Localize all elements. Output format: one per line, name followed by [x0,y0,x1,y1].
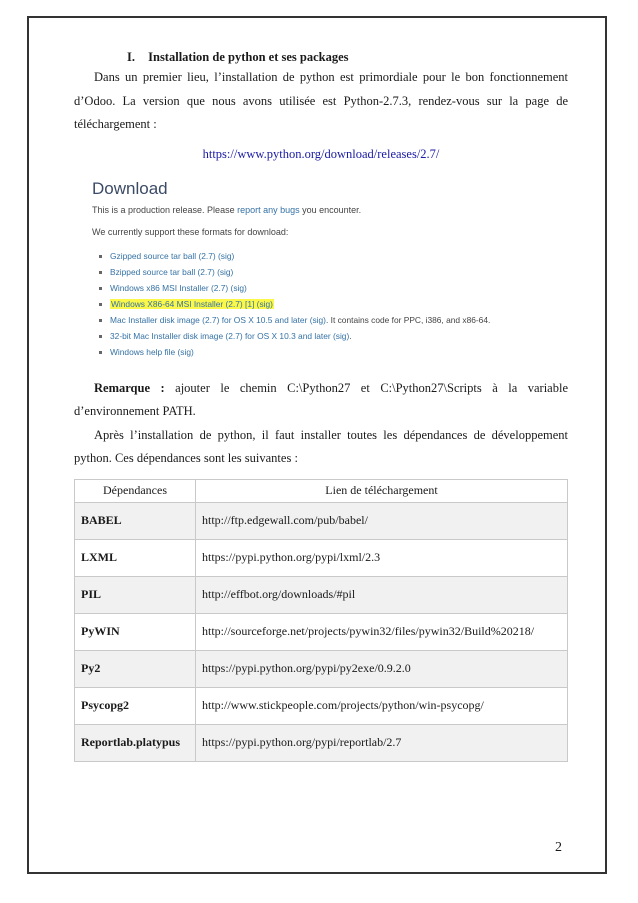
dependency-link[interactable]: http://ftp.edgewall.com/pub/babel/ [196,502,568,539]
dependencies-table [74,479,568,762]
dependency-link[interactable]: https://pypi.python.org/pypi/lxml/2.3 [196,539,568,576]
dependency-link[interactable]: https://pypi.python.org/pypi/py2exe/0.9.2.0 [196,650,568,687]
download-format-link[interactable]: Mac Installer disk image (2.7) for OS X 10.5 and later (sig) [110,314,326,325]
table-row [75,687,568,724]
download-link[interactable]: https://www.python.org/download/releases/2.7/ [202,146,440,161]
download-format-link[interactable]: Gzipped source tar ball (2.7) (sig) [110,250,235,261]
download-format-note: . [349,330,352,341]
download-format-link[interactable]: 32-bit Mac Installer disk image (2.7) for OS X 10.3 and later (sig) [110,330,350,341]
page-content [74,48,568,762]
formats-intro: We currently support these formats for download: [92,226,289,237]
section-title: Installation de python et ses packages [148,50,349,64]
download-formats-list [98,248,568,360]
dependency-name: Py2 [75,650,196,687]
release-notice [92,204,568,216]
download-format-item [98,312,568,328]
remarque-paragraph [74,377,568,424]
remarque-text: ajouter le chemin C:\Python27 et C:\Python27\Scripts à la variable d’environnement PATH. [74,380,568,418]
table-header-row [75,479,568,502]
report-bugs-link[interactable]: report any bugs [237,204,300,215]
download-format-item [98,248,568,264]
download-format-link[interactable]: Windows x86 MSI Installer (2.7) (sig) [110,282,247,293]
download-format-note: . It contains code for PPC, i386, and x86-64. [325,314,491,325]
download-format-link[interactable]: Windows help file (sig) [110,346,194,357]
table-row [75,502,568,539]
table-row [75,539,568,576]
dependency-name: PyWIN [75,613,196,650]
download-format-item [98,280,568,296]
dependency-name: LXML [75,539,196,576]
dependency-name: Reportlab.platypus [75,724,196,761]
download-format-item [98,344,568,360]
download-format-item [98,328,568,344]
dependency-link[interactable]: https://pypi.python.org/pypi/reportlab/2.7 [196,724,568,761]
page-number: 2 [555,840,562,855]
table-row [75,724,568,761]
dependency-name: Psycopg2 [75,687,196,724]
table-row [75,650,568,687]
dependencies-intro: Après l’installation de python, il faut installer toutes les dépendances de développement python. Ces dépendances sont les suivantes : [74,427,568,465]
intro-paragraph: Dans un premier lieu, l’installation de python est primordiale pour le bon fonctionnement d’Odoo. La version que nous avons utilisée est Python-2.7.3, rendez-vous sur la page de téléchargement : [74,70,568,131]
download-link-line [74,145,568,163]
section-heading [127,48,568,66]
header-download-link: Lien de téléchargement [196,479,568,502]
download-format-item [98,264,568,280]
dependency-link[interactable]: http://effbot.org/downloads/#pil [196,576,568,613]
download-format-link[interactable]: Bzipped source tar ball (2.7) (sig) [110,266,234,277]
section-number: I. [127,50,135,64]
release-notice-text: This is a production release. Please [92,204,238,215]
table-row [75,613,568,650]
download-format-link[interactable]: Windows X86-64 MSI Installer (2.7) [1] (sig) [111,298,273,309]
dependency-link[interactable]: http://sourceforge.net/projects/pywin32/files/pywin32/Build%20218/ [196,613,568,650]
download-screenshot [92,177,568,377]
table-row [75,576,568,613]
download-title: Download [92,178,168,198]
dependency-name: BABEL [75,502,196,539]
release-notice-end: you encounter. [299,204,362,215]
download-format-item [98,296,568,312]
header-dependencies: Dépendances [75,479,196,502]
remarque-label: Remarque : [94,380,165,395]
dependency-link[interactable]: http://www.stickpeople.com/projects/python/win-psycopg/ [196,687,568,724]
dependency-name: PIL [75,576,196,613]
